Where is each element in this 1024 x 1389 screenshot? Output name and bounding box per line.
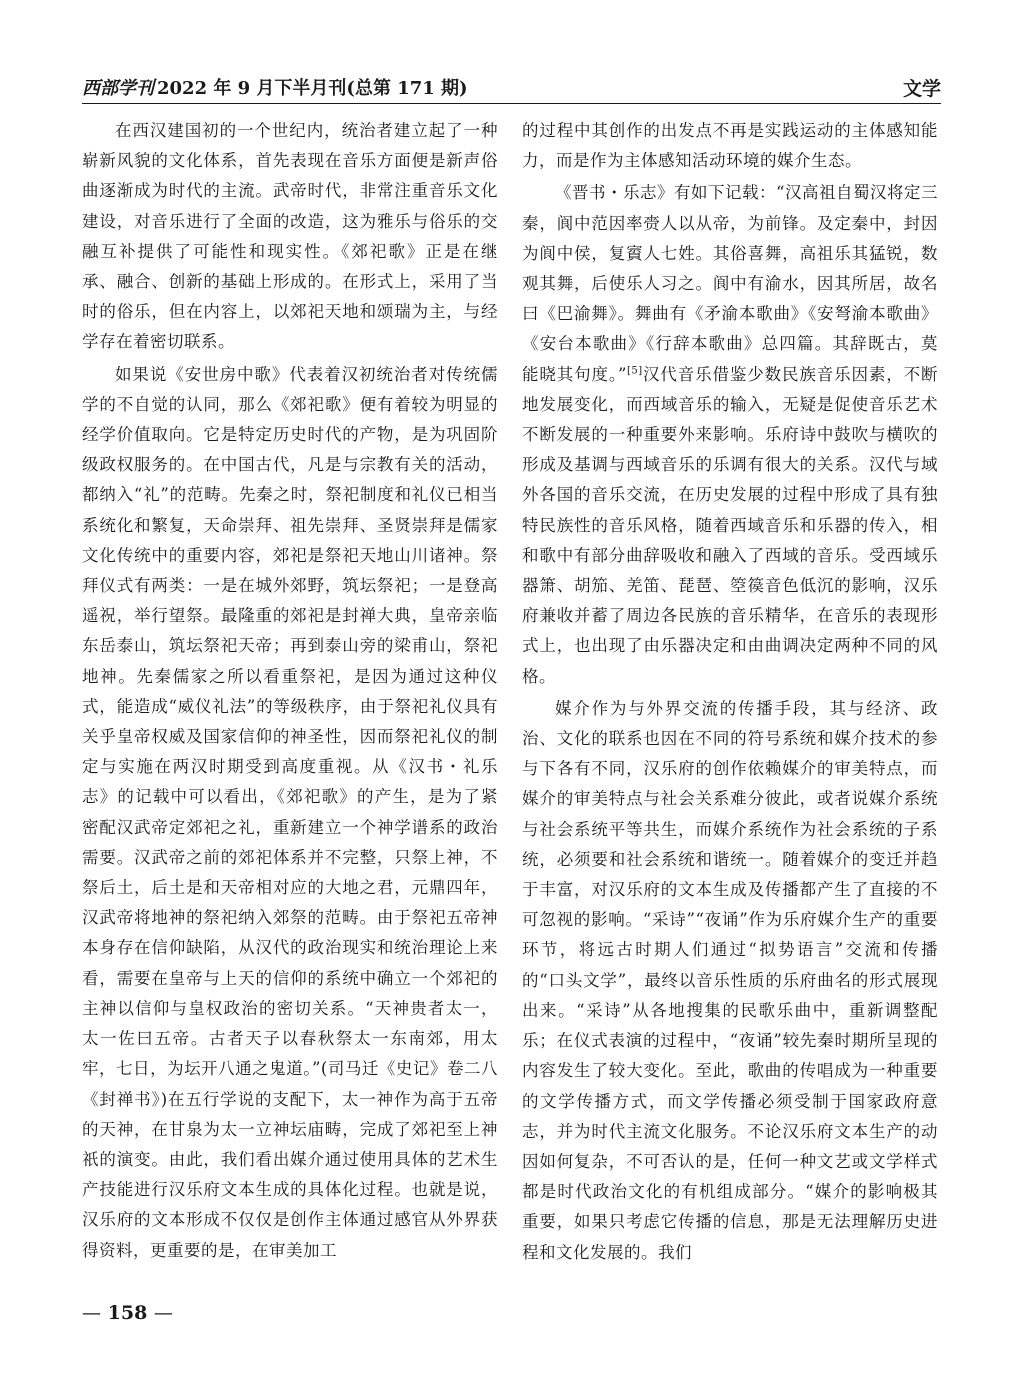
paragraph: 的过程中其创作的出发点不再是实践运动的主体感知能力，而是作为主体感知活动环境的媒介生态。: [522, 121, 938, 171]
issue-info: 2022 年 9 月下半月刊(总第 171 期): [157, 78, 468, 99]
section-label: 文学: [902, 78, 941, 100]
paragraph: 媒介作为与外界交流的传播手段，其与经济、政治、文化的联系也因在不同的符号系统和媒介技术的参与下各有不同，汉乐府的创作依赖媒介的审美特点，而媒介的审美特点与社会关系难分彼此，或者说媒介系统与社会系统平等共生，而媒介系统作为社会系统的子系统，必须要和社会系统和谐统一。随着媒介的变迁并趋于丰富，对汉乐府的文本生成及传播都产生了直接的不可忽视的影响。“采诗”“夜诵”作为乐府媒介生产的重要环节，将远古时期人们通过“拟势语言”交流和传播的“口头文学”，最终以音乐性质的乐府曲名的形式展现出来。“采诗”从各地搜集的民歌乐曲中，重新调整配乐；在仪式表演的过程中，“夜诵”较先秦时期所呈现的内容发生了较大变化。至此，歌曲的传唱成为一种重要的文学传播方式，而文学传播必须受制于国家政府意志，并为时代主流文化服务。不论汉乐府文本生产的动因如何复杂，不可否认的是，任何一种文艺或文学样式都是时代政治文化的有机组成部分。“媒介的影响极其重要，如果只考虑它传播的信息，那是无法理解历史进程和文化发展的。我们: [522, 698, 938, 1262]
header-rule: [82, 103, 941, 104]
paragraph-text: 《晋书・乐志》有如下记载：“汉高祖自蜀汉将定三秦，阆中范因率赍人以从帝，为前锋。及定秦中，封因为阆中侯，复賨人七姓。其俗喜舞，高祖乐其猛锐，数观其舞，后使乐人习之。阆中有渝水，因其所居，故名曰《巴渝舞》。舞曲有《矛渝本歌曲》《安弩渝本歌曲》《安台本歌曲》《行辞本歌曲》总四篇。其辞既古，莫能晓其句度。”: [522, 183, 938, 384]
right-column: [522, 116, 938, 1268]
page-footer: [82, 1302, 173, 1324]
journal-logo: 西部学刊: [82, 78, 154, 99]
paragraph-text: 汉代音乐借鉴少数民族音乐因素，不断地发展变化，而西域音乐的输入，无疑是促使音乐艺术不断发展的一种重要外来影响。乐府诗中鼓吹与横吹的形成及基调与西域音乐的乐调有很大的关系。汉代与域外各国的音乐交流，在历史发展的过程中形成了具有独特民族性的音乐风格，随着西域音乐和乐器的传入，相和歌中有部分曲辞吸收和融入了西域的音乐。受西域乐器箫、胡笳、羌笛、琵琶、箜篌音色低沉的影响，汉乐府兼收并蓄了周边各民族的音乐精华，在音乐的表现形式上，也出现了由乐器决定和由曲调决定两种不同的风格。: [522, 364, 939, 686]
footer-dash: —: [82, 1302, 101, 1324]
paragraph: 如果说《安世房中歌》代表着汉初统治者对传统儒学的不自觉的认同，那么《郊祀歌》便有着较为明显的经学价值取向。它是特定历史时代的产物，是为巩固阶级政权服务的。在中国古代，凡是与宗教有关的活动，都纳入“礼”的范畴。先秦之时，祭祀制度和礼仪已相当系统化和繁复，天命崇拜、祖先崇拜、圣贤崇拜是儒家文化传统中的重要内容，郊祀是祭祀天地山川诸神。祭拜仪式有两类：一是在城外郊野，筑坛祭祀；一是登高遥祝，举行望祭。最隆重的郊祀是封禅大典，皇帝亲临东岳泰山，筑坛祭祀天帝；再到泰山旁的梁甫山，祭祀地神。先秦儒家之所以看重祭祀，是因为通过这种仪式，能造成“威仪礼法”的等级秩序，由于祭祀礼仪具有关乎皇帝权威及国家信仰的神圣性，因而祭祀礼仪的制定与实施在两汉时期受到高度重视。从《汉书・礼乐志》的记载中可以看出，《郊祀歌》的产生，是为了紧密配汉武帝定郊祀之礼，重新建立一个神学谱系的政治需要。汉武帝之前的郊祀体系并不完整，只祭上神，不祭后土，后土是和天帝相对应的大地之君，元鼎四年，汉武帝将地神的祭祀纳入郊祭的范畴。由于祭祀五帝神本身存在信仰缺陷，从汉代的政治现实和统治理论上来看，需要在皇帝与上天的信仰的系统中确立一个郊祀的主神以信仰与皇权政治的密切关系。“天神贵者太一，太一佐曰五帝。古者天子以春秋祭太一东南郊，用太牢，七日，为坛开八通之鬼道。”(司马迁《史记》卷二八《封禅书》)在五行学说的支配下，太一神作为高于五帝的天神，在甘泉为太一立神坛庙畴，完成了郊祀至上神祇的演变。由此，我们看出媒介通过使用具体的艺术生产技能进行汉乐府文本生成的具体化过程。也就是说，汉乐府的文本形成不仅仅是创作主体通过感官从外界获得资料，更重要的是，在审美加工: [82, 364, 498, 1260]
citation-ref: [5]: [626, 365, 643, 377]
paragraph: [522, 178, 938, 691]
running-header: [82, 70, 941, 100]
left-column: [82, 116, 498, 1266]
paragraph: 在西汉建国初的一个世纪内，统治者建立起了一种崭新风貌的文化体系，首先表现在音乐方面便是新声俗曲逐渐成为时代的主流。武帝时代，非常注重音乐文化建设，对音乐进行了全面的改造，这为雅乐与俗乐的交融互补提供了可能性和现实性。《郊祀歌》正是在继承、融合、创新的基础上形成的。在形式上，采用了当时的俗乐，但在内容上，以郊祀天地和颂瑞为主，与经学存在着密切联系。: [82, 121, 498, 352]
footer-dash: —: [153, 1302, 173, 1324]
page-number: 158: [107, 1302, 148, 1324]
